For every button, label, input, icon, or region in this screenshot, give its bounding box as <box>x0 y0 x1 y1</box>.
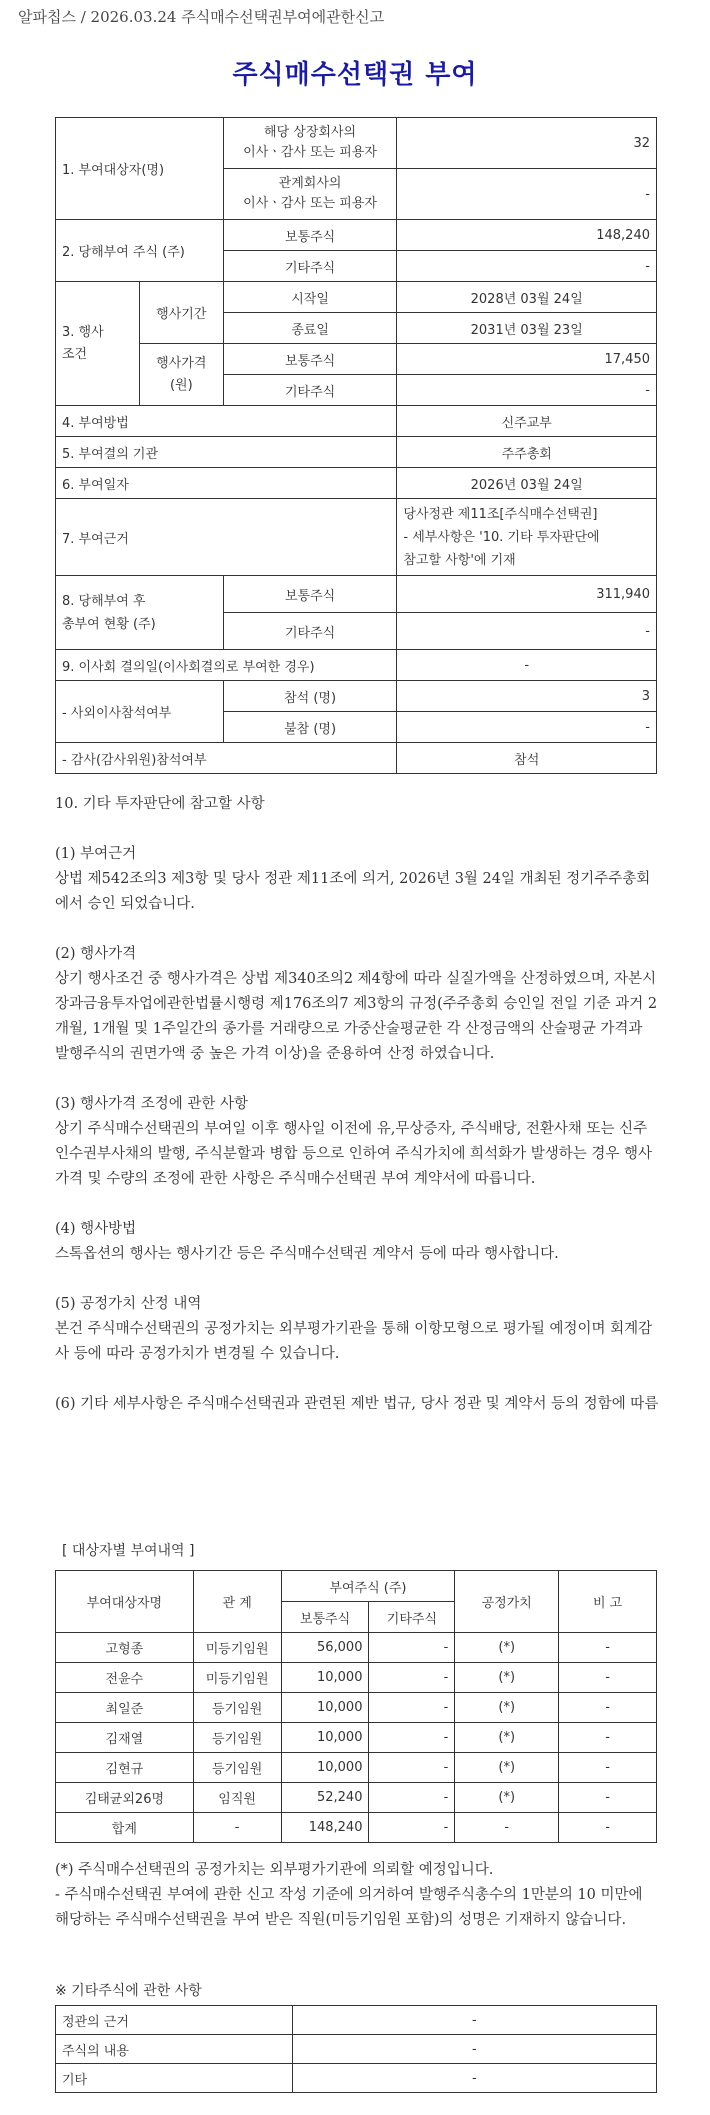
row-fair-value: (*) <box>455 1783 559 1813</box>
affiliate-staff-value: - <box>397 169 657 220</box>
total-other-label: 기타주식 <box>223 613 397 650</box>
row-common: 10,000 <box>281 1723 369 1753</box>
total-row <box>56 1813 657 1843</box>
total-common-label: 보통주식 <box>223 576 397 613</box>
row-other: - <box>369 1663 455 1693</box>
row-common: 56,000 <box>281 1633 369 1663</box>
page-title: 주식매수선택권 부여 <box>232 60 478 90</box>
footnote-names: - 주식매수선택권 부여에 관한 신고 작성 기준에 의거하여 발행주식총수의 1만분의 10 미만에 해당하는 주식매수선택권을 부여 받은 직원(미등기임원 포함)의 성명은 기재하지 않습니다. <box>55 1887 643 1928</box>
price-other-label: 기타주식 <box>223 375 397 406</box>
other-stock-value: - <box>292 2035 656 2064</box>
grant-basis-label: 7. 부여근거 <box>56 499 397 576</box>
row-other: - <box>369 1633 455 1663</box>
row-relation: 등기임원 <box>193 1723 281 1753</box>
row-note: - <box>559 1723 657 1753</box>
row-common: 10,000 <box>281 1693 369 1723</box>
row-relation: - <box>193 1813 281 1843</box>
header-fair-value: 공정가치 <box>455 1571 559 1633</box>
row-relation: 등기임원 <box>193 1753 281 1783</box>
row-fair-value: (*) <box>455 1693 559 1723</box>
total-other-value: - <box>397 613 657 650</box>
granted-other-value: - <box>397 251 657 282</box>
table-row <box>56 1753 657 1783</box>
granted-common-label: 보통주식 <box>223 220 397 251</box>
sub-1-title: (1) 부여근거 <box>55 846 137 862</box>
grant-method-value: 신주교부 <box>397 406 657 437</box>
price-other-value: - <box>397 375 657 406</box>
footnote-fair-value: (*) 주식매수선택권의 공정가치는 외부평가기관에 의뢰할 예정입니다. <box>55 1862 494 1878</box>
sub-2-body: 상기 행사조건 중 행사가격은 상법 제340조의2 제4항에 따라 실질가액을 산정하였으며, 자본시장과금융투자업에관한법률시행령 제176조의7 제3항의 규정(주주총회 승인일 전일 기준 과거 2개월, 1개월 및 1주일간의 종가를 거래량으로 가중산술평균한 각 산정금액의 산술평균 가격과 발행주식의 권면가액 중 높은 가격 이상)을 준용하여 산정 하였습니다. <box>55 971 658 1062</box>
header-other: 기타주식 <box>369 1602 455 1633</box>
footnotes <box>55 1858 660 1933</box>
resolution-body-value: 주주총회 <box>397 437 657 468</box>
sub-4-body: 스톡옵션의 행사는 행사기간 등은 주식매수선택권 계약서 등에 따라 행사합니다. <box>55 1246 559 1262</box>
exercise-conditions-label: 3. 행사 조건 <box>56 282 140 406</box>
outside-directors-label: - 사외이사참석여부 <box>56 681 224 743</box>
listed-company-staff-value: 32 <box>397 118 657 169</box>
other-stock-title: ※ 기타주식에 관한 사항 <box>55 1983 202 1999</box>
auditor-attendance-value: 참석 <box>397 743 657 774</box>
grant-date-label: 6. 부여일자 <box>56 468 397 499</box>
header-name: 부여대상자명 <box>56 1571 194 1633</box>
header-note: 비 고 <box>559 1571 657 1633</box>
recipients-table <box>55 1570 657 1843</box>
exercise-price-label: 행사가격 (원) <box>139 344 223 406</box>
row-relation: 등기임원 <box>193 1693 281 1723</box>
exercise-start-value: 2028년 03월 24일 <box>397 282 657 313</box>
sub-6-body: (6) 기타 세부사항은 주식매수선택권과 관련된 제반 법규, 당사 정관 및 계약서 등의 정함에 따름 <box>55 1396 659 1412</box>
section-10 <box>55 792 660 1417</box>
row-common: 10,000 <box>281 1753 369 1783</box>
row-note: - <box>559 1783 657 1813</box>
row-fair-value: (*) <box>455 1723 559 1753</box>
row-relation: 임직원 <box>193 1783 281 1813</box>
table-row <box>56 2006 657 2035</box>
other-stock-label: 주식의 내용 <box>56 2035 293 2064</box>
row-relation: 미등기임원 <box>193 1633 281 1663</box>
row-other: - <box>369 1723 455 1753</box>
listed-company-staff-label: 해당 상장회사의 이사ㆍ감사 또는 피용자 <box>223 118 397 169</box>
table-row <box>56 1693 657 1723</box>
header-common: 보통주식 <box>281 1602 369 1633</box>
recipients-count-label: 1. 부여대상자(명) <box>56 118 224 220</box>
table-row <box>56 2035 657 2064</box>
directors-present-value: 3 <box>397 681 657 712</box>
grant-summary-table <box>55 117 657 774</box>
row-fair-value: (*) <box>455 1633 559 1663</box>
price-common-label: 보통주식 <box>223 344 397 375</box>
grant-date-value: 2026년 03월 24일 <box>397 468 657 499</box>
row-note: - <box>559 1813 657 1843</box>
other-stock-value: - <box>292 2006 656 2035</box>
directors-absent-value: - <box>397 712 657 743</box>
sub-3-body: 상기 주식매수선택권의 부여일 이후 행사일 이전에 유,무상증자, 주식배당, 전환사채 또는 신주인수권부사채의 발행, 주식분할과 병합 등으로 인하여 주식가치에 희석화가 발생하는 경우 행사가격 및 수량의 조정에 관한 사항은 주식매수선택권 부여 계약서에 따릅니다. <box>55 1121 652 1187</box>
exercise-end-label: 종료일 <box>223 313 397 344</box>
grant-method-label: 4. 부여방법 <box>56 406 397 437</box>
other-stock-label: 기타 <box>56 2064 293 2093</box>
total-common-value: 311,940 <box>397 576 657 613</box>
section-10-heading: 10. 기타 투자판단에 참고할 사항 <box>55 796 265 812</box>
row-name: 김재열 <box>56 1723 194 1753</box>
exercise-period-label: 행사기간 <box>139 282 223 344</box>
auditor-attendance-label: - 감사(감사위원)참석여부 <box>56 743 397 774</box>
directors-absent-label: 불참 (명) <box>223 712 397 743</box>
row-other: - <box>369 1783 455 1813</box>
directors-present-label: 참석 (명) <box>223 681 397 712</box>
granted-other-label: 기타주식 <box>223 251 397 282</box>
board-resolution-date-label: 9. 이사회 결의일(이사회결의로 부여한 경우) <box>56 650 397 681</box>
row-common: 10,000 <box>281 1663 369 1693</box>
other-stock-value: - <box>292 2064 656 2093</box>
row-name: 최일준 <box>56 1693 194 1723</box>
row-note: - <box>559 1633 657 1663</box>
grant-basis-value: 당사정관 제11조[주식매수선택권] - 세부사항은 '10. 기타 투자판단에 참고할 사항'에 기재 <box>397 499 657 576</box>
sub-1-body: 상법 제542조의3 제3항 및 당사 정관 제11조에 의거, 2026년 3월 24일 개최된 정기주주총회에서 승인 되었습니다. <box>55 871 651 912</box>
sub-5-title: (5) 공정가치 산정 내역 <box>55 1296 202 1312</box>
granted-shares-label: 2. 당해부여 주식 (주) <box>56 220 224 282</box>
other-stock-label: 정관의 근거 <box>56 2006 293 2035</box>
row-note: - <box>559 1663 657 1693</box>
header-line: 알파칩스 / 2026.03.24 주식매수선택권부여에관한신고 <box>18 8 385 26</box>
table-row <box>56 1783 657 1813</box>
row-other: - <box>369 1753 455 1783</box>
row-name: 전윤수 <box>56 1663 194 1693</box>
table-row <box>56 1723 657 1753</box>
sub-5-body: 본건 주식매수선택권의 공정가치는 외부평가기관을 통해 이항모형으로 평가될 예정이며 회계감사 등에 따라 공정가치가 변경될 수 있습니다. <box>55 1321 653 1362</box>
table-row <box>56 2064 657 2093</box>
sub-3-title: (3) 행사가격 조정에 관한 사항 <box>55 1096 249 1112</box>
row-common: 52,240 <box>281 1783 369 1813</box>
row-relation: 미등기임원 <box>193 1663 281 1693</box>
row-note: - <box>559 1753 657 1783</box>
recipients-caption: [ 대상자별 부여내역 ] <box>62 1543 195 1559</box>
row-note: - <box>559 1693 657 1723</box>
row-common: 148,240 <box>281 1813 369 1843</box>
granted-common-value: 148,240 <box>397 220 657 251</box>
row-name: 합계 <box>56 1813 194 1843</box>
row-fair-value: (*) <box>455 1753 559 1783</box>
other-stock-table <box>55 2005 657 2093</box>
row-fair-value: - <box>455 1813 559 1843</box>
price-common-value: 17,450 <box>397 344 657 375</box>
row-name: 김태균외26명 <box>56 1783 194 1813</box>
affiliate-staff-label: 관계회사의 이사ㆍ감사 또는 피용자 <box>223 169 397 220</box>
exercise-end-value: 2031년 03월 23일 <box>397 313 657 344</box>
header-relation: 관 계 <box>193 1571 281 1633</box>
row-other: - <box>369 1813 455 1843</box>
exercise-start-label: 시작일 <box>223 282 397 313</box>
table-row <box>56 1663 657 1693</box>
table-row <box>56 1633 657 1663</box>
resolution-body-label: 5. 부여결의 기관 <box>56 437 397 468</box>
sub-4-title: (4) 행사방법 <box>55 1221 137 1237</box>
header-shares: 부여주식 (주) <box>281 1571 455 1602</box>
row-name: 김현규 <box>56 1753 194 1783</box>
board-resolution-date-value: - <box>397 650 657 681</box>
row-name: 고형종 <box>56 1633 194 1663</box>
sub-2-title: (2) 행사가격 <box>55 946 137 962</box>
row-fair-value: (*) <box>455 1663 559 1693</box>
total-grant-status-label: 8. 당해부여 후 총부여 현황 (주) <box>56 576 224 650</box>
row-other: - <box>369 1693 455 1723</box>
